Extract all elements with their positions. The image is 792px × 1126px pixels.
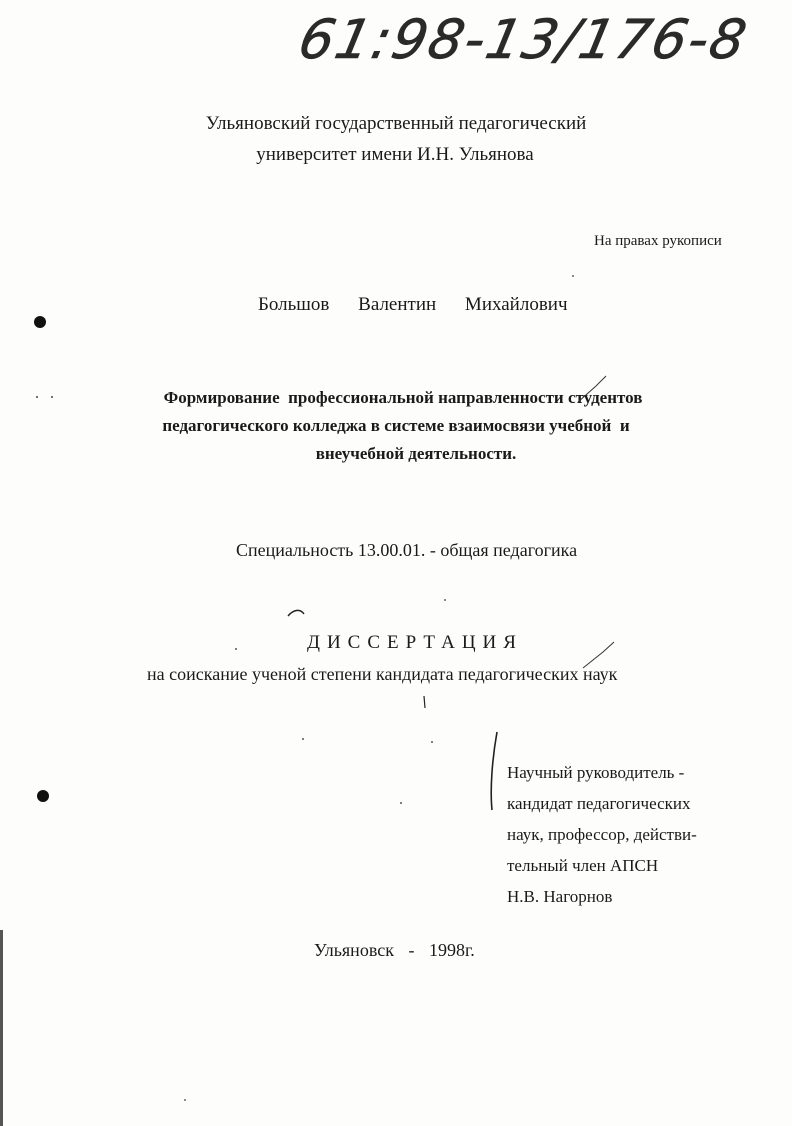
- advisor-bracket-mark: [491, 732, 497, 810]
- punch-hole-mark: [34, 316, 46, 328]
- footer-year: 1998г.: [428, 940, 475, 960]
- university-line-2: университет имени И.Н. Ульянова: [256, 144, 534, 165]
- university-header: [0, 108, 792, 170]
- manuscript-rights-note: На правах рукописи: [594, 233, 722, 249]
- scan-edge-shadow: [0, 930, 3, 1126]
- pencil-hook-mark: [288, 610, 304, 616]
- author-first-name: Валентин: [358, 294, 437, 315]
- advisor-line-5: Н.В. Нагорнов: [507, 887, 613, 906]
- author-name: [258, 294, 568, 316]
- advisor-line-2: кандидат педагогических: [507, 794, 691, 813]
- university-line-1: Ульяновский государственный педагогический: [205, 113, 587, 134]
- archive-stamp-text: 61:98-13/176-8: [293, 8, 754, 71]
- title-line-2: педагогического колледжа в системе взаимосвязи учебной и: [162, 416, 630, 435]
- punch-hole-mark: [37, 790, 49, 802]
- advisor-line-4: тельный член АПСН: [507, 856, 659, 875]
- advisor-line-1: Научный руководитель -: [507, 763, 685, 782]
- title-line-3: внеучебной деятельности.: [315, 444, 517, 463]
- archive-handwritten-stamp: [293, 8, 753, 71]
- city-year-footer: [314, 940, 475, 961]
- footer-city: Ульяновск: [314, 940, 394, 960]
- footer-separator: -: [408, 940, 415, 960]
- advisor-line-3: наук, профессор, действи-: [507, 825, 697, 844]
- dissertation-subtitle: на соискание ученой степени кандидата педагогических наук: [147, 664, 618, 684]
- author-surname: Большов: [258, 294, 330, 315]
- scientific-advisor-block: [507, 757, 697, 912]
- pencil-tick: [424, 696, 425, 708]
- specialty-line: Специальность 13.00.01. - общая педагогика: [236, 540, 578, 560]
- author-patronymic: Михайлович: [464, 294, 568, 315]
- dissertation-heading: ДИССЕРТАЦИЯ: [307, 632, 523, 653]
- title-line-1: Формирование профессиональной направленности студентов: [163, 388, 643, 407]
- dissertation-title: [0, 384, 792, 468]
